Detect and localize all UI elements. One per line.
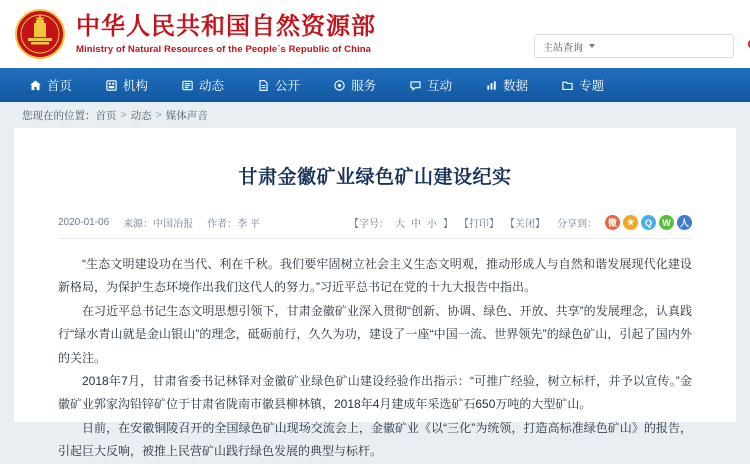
article-paragraph: “生态文明建设功在当代、利在千秋。我们要牢固树立社会主义生态文明观，推动形成人与自然和谐发展现代化建设新格局，为保护生态环境作出我们这代人的努力。”习近平总书记在党的十九大报告中指出。 (58, 257, 692, 295)
building-icon (104, 78, 118, 92)
nav-item-organization-label: 机构 (123, 79, 149, 93)
site-title-block (76, 13, 376, 55)
font-size-close-bracket: 】 (443, 219, 453, 230)
breadcrumb-separator: > (155, 109, 162, 121)
nav-item-organization[interactable] (94, 68, 170, 102)
breadcrumb-item-2[interactable]: 媒体声音 (165, 109, 208, 122)
site-title-en: Ministry of Natural Resources of the People´s Republic of China (76, 43, 372, 55)
article-card (14, 128, 736, 459)
article-author-label: 作者： (207, 219, 238, 230)
bar-chart-icon (484, 78, 498, 92)
share-icon-group (605, 215, 692, 230)
print-button[interactable]: 【打印】 (459, 219, 499, 230)
font-size-small-button[interactable]: 小 (427, 219, 437, 230)
article-author-value: 李 平 (237, 219, 260, 230)
font-size-label: 【字号： (349, 219, 389, 230)
nav-item-disclosure-label: 公开 (275, 79, 301, 93)
nav-item-home[interactable] (18, 68, 94, 102)
qzone-share-icon[interactable]: ★ (623, 215, 638, 230)
breadcrumb-separator: > (120, 109, 127, 121)
article-source (123, 215, 193, 230)
article-paragraph: 在习近平总书记生态文明思想引领下，甘肃金徽矿业深入贯彻“创新、协调、绿色、开放、共享”的发展理念，认真践行“绿水青山就是金山银山”的理念，砥砺前行，久久为功，建设了一座“中国一流、世界领先”的绿色矿山，引起了国内外的关注。 (58, 303, 692, 365)
search-scope-select[interactable] (535, 35, 601, 57)
nav-item-news[interactable] (170, 68, 246, 102)
main-nav (0, 68, 750, 102)
nav-item-interaction-label: 互动 (427, 79, 453, 93)
home-icon (28, 78, 42, 92)
service-icon (332, 78, 346, 92)
folder-icon (560, 78, 574, 92)
article-meta-left (58, 215, 260, 230)
search-scope-label: 主站查询 (543, 42, 583, 54)
breadcrumb (0, 102, 750, 128)
site-title-cn: 中华人民共和国自然资源部 (76, 13, 376, 41)
close-button[interactable]: 【关闭】 (505, 219, 545, 230)
article-tools (349, 215, 692, 230)
page-title: 甘肃金徽矿业绿色矿山建设纪实 (238, 167, 512, 188)
nav-item-data[interactable] (474, 68, 550, 102)
document-icon (256, 78, 270, 92)
nav-item-data-label: 数据 (503, 79, 529, 93)
nav-item-topics[interactable] (550, 68, 626, 102)
search-input[interactable] (601, 35, 741, 57)
more-share-icon[interactable]: 人 (677, 215, 692, 230)
site-header (0, 0, 750, 68)
nav-item-service[interactable] (322, 68, 398, 102)
weibo-share-icon[interactable]: 微 (605, 215, 620, 230)
breadcrumb-item-0[interactable]: 首页 (95, 109, 117, 122)
nav-item-topics-label: 专题 (579, 79, 605, 93)
breadcrumb-item-1[interactable]: 动态 (130, 109, 152, 122)
wechat-share-icon[interactable]: W (659, 215, 674, 230)
article-source-label: 来源： (123, 219, 154, 230)
nav-item-interaction[interactable] (398, 68, 474, 102)
article-body (58, 253, 692, 464)
nav-item-disclosure[interactable] (246, 68, 322, 102)
news-icon (180, 78, 194, 92)
article-meta (58, 215, 692, 239)
font-size-large-button[interactable]: 大 (395, 219, 405, 230)
share-label: 分享到： (557, 219, 597, 230)
nav-item-home-label: 首页 (47, 79, 73, 93)
chat-icon (408, 78, 422, 92)
nav-item-service-label: 服务 (351, 79, 377, 93)
chevron-down-icon (589, 44, 595, 48)
article-paragraph: 2018年7月，甘肃省委书记林铎对金徽矿业绿色矿山建设经验作出指示：“可推广经验，树立标杆，并予以宣传。”金徽矿业郭家沟铅锌矿位于甘肃省陇南市徽县柳林镇，2018年4月建成年采选矿石650万吨的大型矿山。 (58, 373, 692, 412)
search-button[interactable] (741, 35, 750, 57)
article-author (207, 215, 260, 230)
article-source-value: 中国冶报 (153, 219, 194, 230)
search-bar[interactable] (534, 34, 734, 58)
qq-share-icon[interactable]: Q (641, 215, 656, 230)
breadcrumb-prefix: 您现在的位置： (22, 109, 96, 122)
font-size-medium-button[interactable]: 中 (411, 219, 421, 230)
nav-item-news-label: 动态 (199, 79, 225, 93)
national-emblem-icon (14, 8, 66, 60)
article-date: 2020-01-06 (58, 217, 110, 228)
article-paragraph: 日前，在安徽铜陵召开的全国绿色矿山现场交流会上，金徽矿业《以“三化”为统领，打造高标准绿色矿山》的报告，引起巨大反响，被推上民营矿山践行绿色发展的典型与标杆。 (58, 420, 692, 459)
